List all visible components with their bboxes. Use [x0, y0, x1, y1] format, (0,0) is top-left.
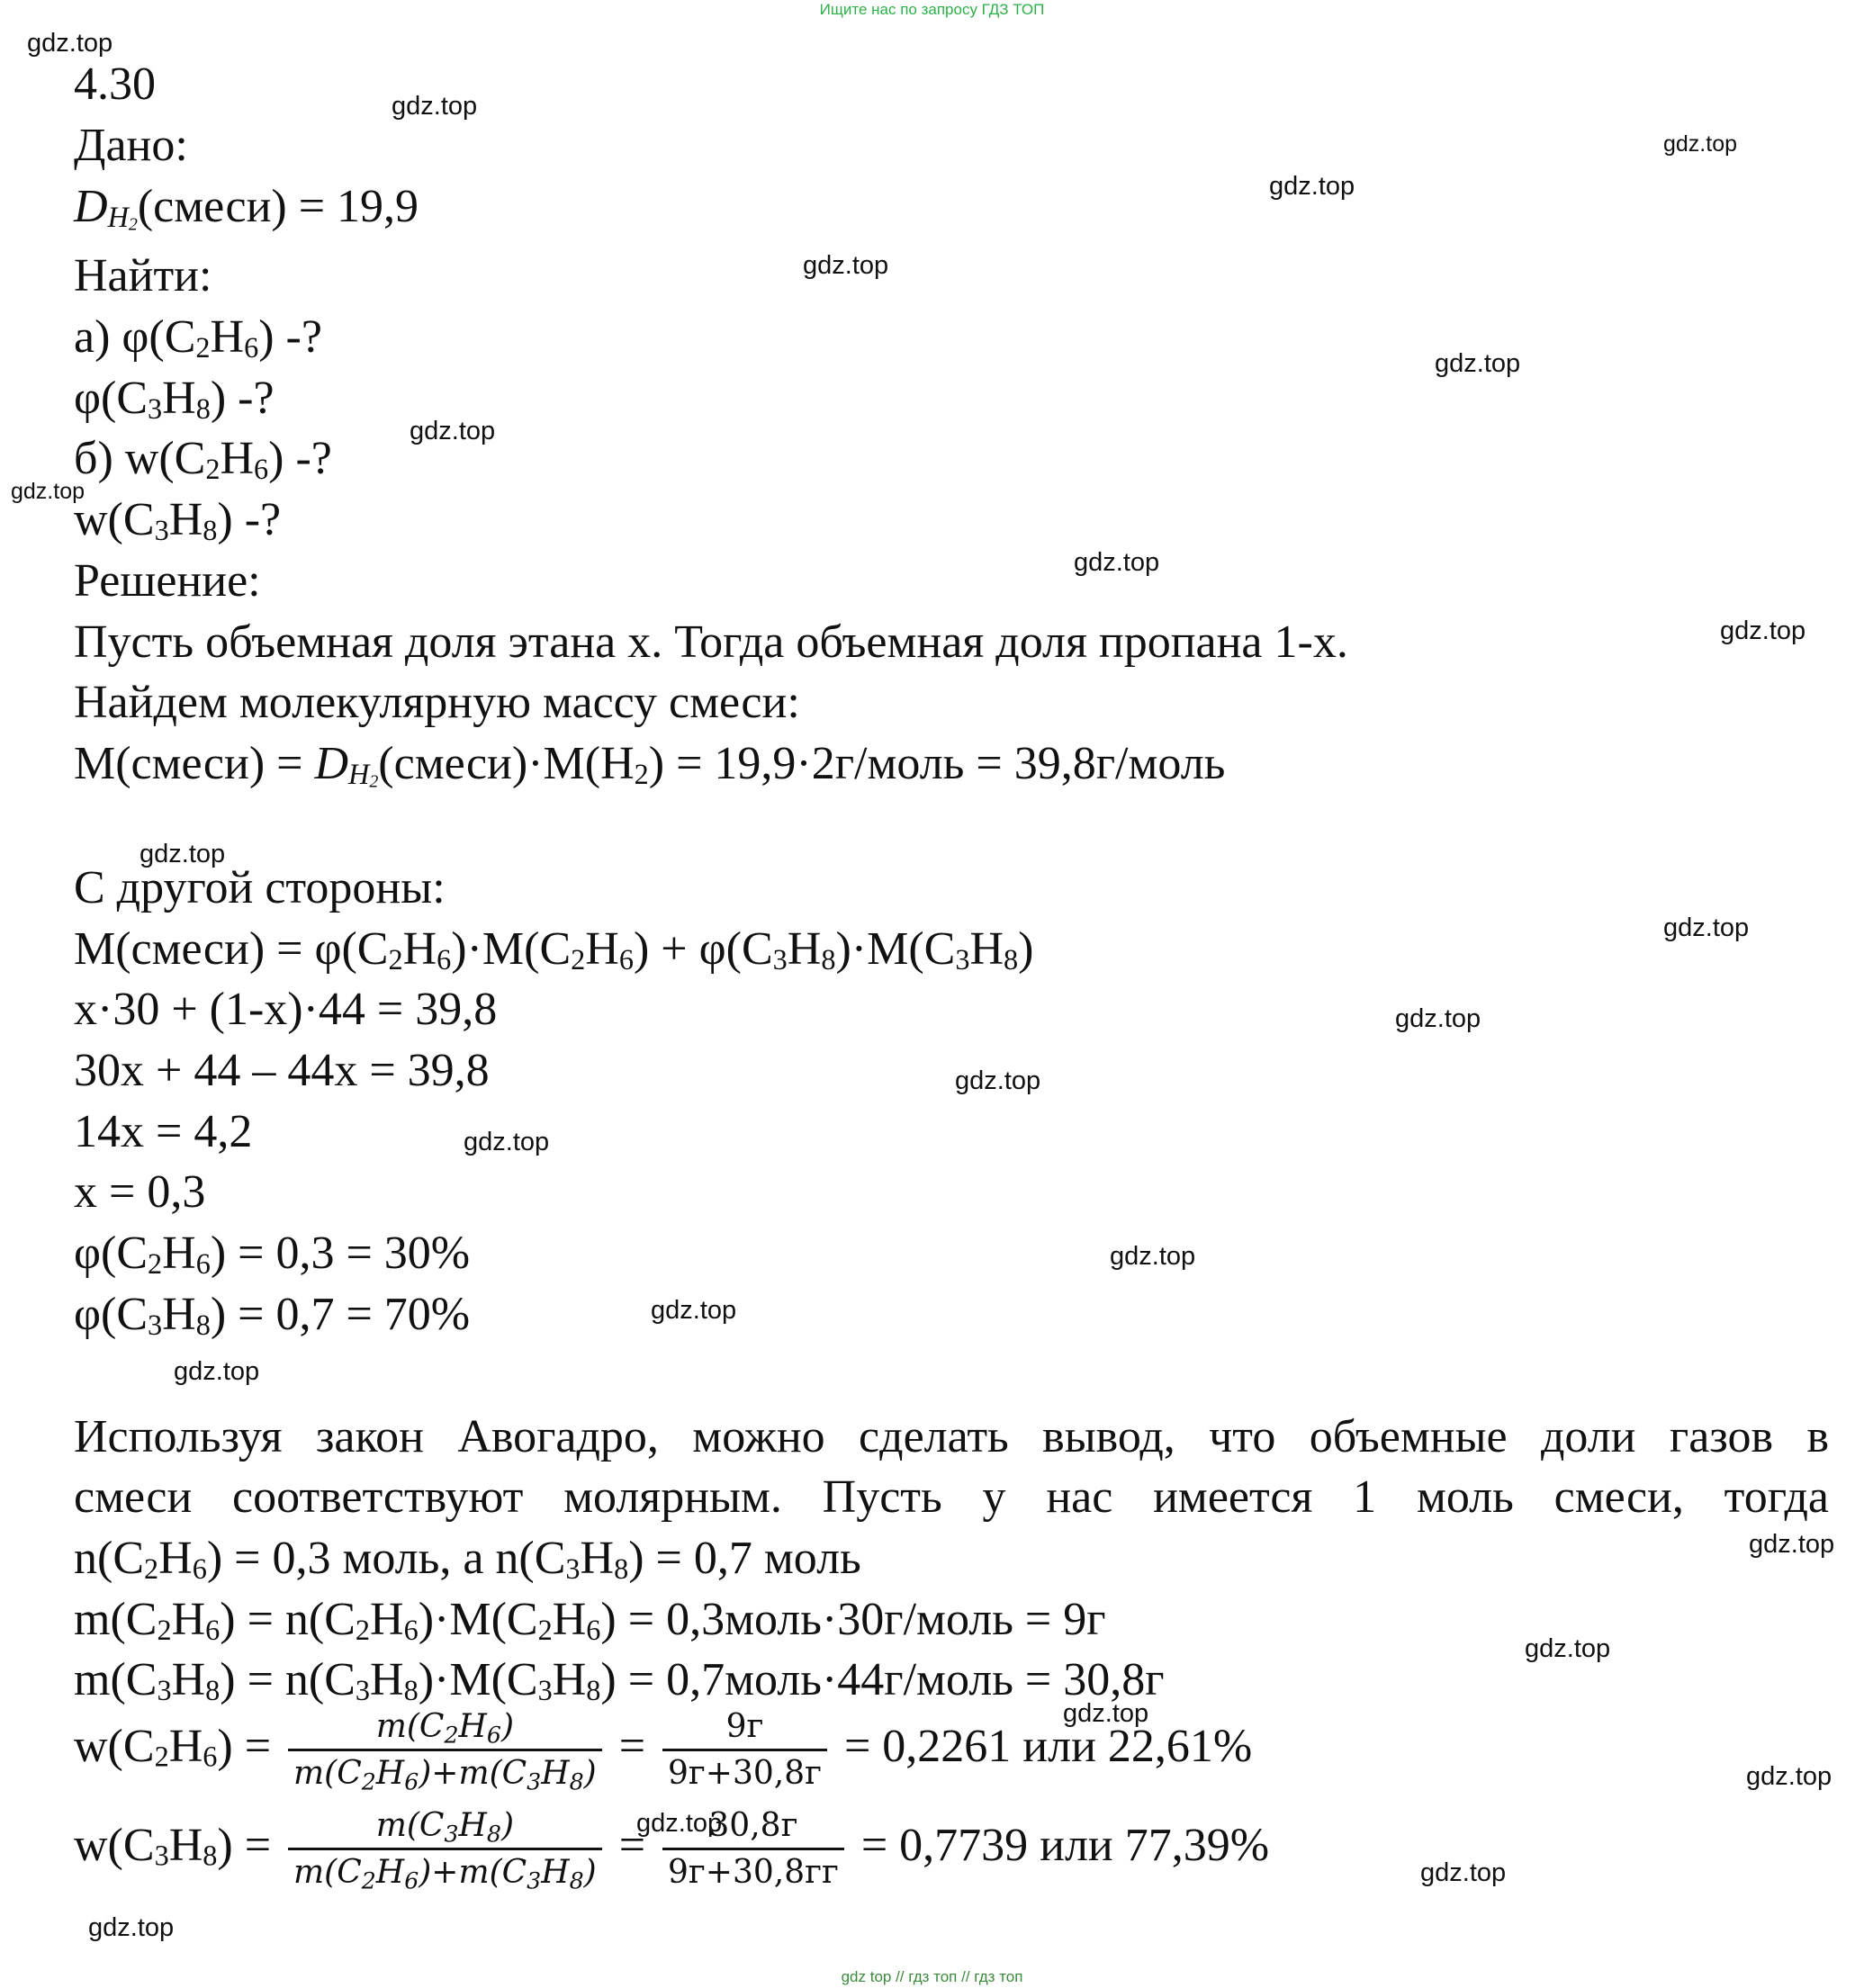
- f1-num-h: H: [458, 1708, 487, 1745]
- m1-s3: 2: [355, 1613, 371, 1646]
- find-b2-prefix: w(C: [74, 494, 155, 545]
- density-symbol: D: [74, 181, 108, 232]
- watermark: gdz.top: [651, 1296, 737, 1325]
- m2-h1: H: [171, 1654, 206, 1705]
- f2-den-s1: 2: [361, 1867, 376, 1894]
- m1-h2: H: [370, 1594, 404, 1645]
- f2-den-b: )+m(C: [419, 1854, 527, 1892]
- mf-s6: 8: [821, 942, 836, 976]
- m1-c: )·M(C: [418, 1594, 538, 1645]
- f2-den-close: ): [583, 1854, 597, 1892]
- w2-equals: =: [607, 1819, 658, 1871]
- mf-s4: 6: [618, 942, 634, 976]
- mass-ethane: [74, 1594, 1106, 1646]
- mf-s2: 6: [437, 942, 452, 976]
- f1-num-close: ): [500, 1708, 514, 1745]
- f1-den-h2: H: [541, 1755, 570, 1793]
- n-h1: H: [158, 1533, 193, 1584]
- find-b2-n1: 3: [154, 513, 169, 546]
- f1-den-b: )+m(C: [419, 1755, 527, 1793]
- w1-s1: 2: [154, 1740, 169, 1773]
- m2-c: )·M(C: [418, 1654, 538, 1705]
- fraction-w2-values: [662, 1807, 844, 1892]
- w1-s2: 6: [203, 1740, 218, 1773]
- find-b2: [74, 494, 282, 546]
- mf-a: M(смеси) = φ(C: [74, 923, 389, 975]
- top-banner[interactable]: Ищите нас по запросу ГДЗ ТОП: [819, 1, 1045, 18]
- m2-h2: H: [370, 1654, 404, 1705]
- f2-val-num: 30,8г: [662, 1807, 844, 1850]
- find-b-suffix: ) -?: [268, 433, 332, 484]
- watermark: gdz.top: [27, 29, 113, 58]
- mm-density-sub2: 2: [369, 771, 379, 792]
- f2-den-s3: 3: [527, 1867, 542, 1894]
- find-a-n1: 2: [195, 330, 211, 364]
- mf-s7: 3: [955, 942, 970, 976]
- watermark: gdz.top: [1074, 548, 1160, 577]
- m2-s1: 3: [157, 1673, 172, 1706]
- equation-2: 30x + 44 – 44x = 39,8: [74, 1045, 490, 1096]
- m1-s1: 2: [157, 1613, 172, 1646]
- f1-den-s4: 8: [569, 1768, 584, 1795]
- mm-start: M(смеси) =: [74, 738, 315, 789]
- find-a: [74, 311, 322, 364]
- m2-a: m(C: [74, 1654, 158, 1705]
- find-b-mid: H: [220, 433, 255, 484]
- f1-den-a: m(C: [293, 1755, 362, 1793]
- f2-den-s2: 6: [404, 1867, 419, 1894]
- find-b: [74, 433, 332, 485]
- w-ethane: [74, 1708, 1252, 1793]
- phi1-tail: ) = 0,3 = 30%: [210, 1228, 471, 1279]
- watermark: gdz.top: [88, 1913, 175, 1942]
- n-a: n(C: [74, 1533, 144, 1584]
- watermark: gdz.top: [410, 417, 496, 445]
- find-label: Найти:: [74, 250, 212, 301]
- mf-s5: 3: [772, 942, 788, 976]
- watermark: gdz.top: [1063, 1699, 1149, 1728]
- find-a-mid: H: [210, 311, 245, 363]
- f2-num-s1: 3: [444, 1821, 459, 1848]
- solution-line1: Пусть объемная доля этана x. Тогда объемная доля пропана 1-x.: [74, 616, 1348, 668]
- mf-h4: H: [969, 923, 1004, 975]
- w2-h: H: [168, 1819, 203, 1871]
- m2-b: ) = n(C: [220, 1654, 356, 1705]
- moles-line: [74, 1533, 861, 1585]
- watermark: gdz.top: [1720, 616, 1806, 645]
- mixture-formula: [74, 923, 1034, 976]
- n-h2: H: [580, 1533, 615, 1584]
- mm-end: (смеси)·M(H: [378, 738, 635, 789]
- watermark: gdz.top: [392, 92, 478, 121]
- molar-mass-line: [74, 738, 1226, 792]
- mm-density-sub: H: [348, 757, 370, 790]
- other-side: С другой стороны:: [74, 862, 446, 913]
- density-value: (смеси) = 19,9: [137, 181, 419, 232]
- m1-a: m(C: [74, 1594, 158, 1645]
- problem-number: 4.30: [74, 58, 156, 110]
- f2-val-den: 9г+30,8гг: [668, 1854, 839, 1892]
- solution-line2: Найдем молекулярную массу смеси:: [74, 677, 800, 728]
- m2-s2: 8: [205, 1673, 221, 1706]
- find-b2-n2: 8: [203, 513, 218, 546]
- equation-3: 14x = 4,2: [74, 1106, 253, 1157]
- f2-den-s4: 8: [569, 1867, 584, 1894]
- watermark: gdz.top: [1110, 1242, 1196, 1271]
- n-s1: 2: [144, 1552, 159, 1585]
- n-s3: 3: [565, 1552, 581, 1585]
- mf-d: )·M(C: [835, 923, 956, 975]
- watermark: gdz.top: [955, 1066, 1041, 1095]
- watermark: gdz.top: [1663, 913, 1750, 942]
- equation-1: x·30 + (1-x)·44 = 39,8: [74, 984, 498, 1035]
- fraction-w1-formula: [288, 1708, 602, 1793]
- w1-close: ) =: [217, 1720, 284, 1772]
- solution-label: Решение:: [74, 555, 261, 607]
- find-b2-mid: H: [168, 494, 203, 545]
- watermark: gdz.top: [1749, 1530, 1835, 1559]
- find-a-suffix: ) -?: [258, 311, 322, 363]
- m1-d: ) = 0,3моль·30г/моль = 9г: [600, 1594, 1106, 1645]
- n-s2: 6: [192, 1552, 207, 1585]
- density-sub2: 2: [128, 214, 138, 235]
- w2-s1: 3: [154, 1839, 169, 1872]
- m1-s2: 6: [205, 1613, 221, 1646]
- m2-s3: 3: [355, 1673, 371, 1706]
- find-a-prefix: а) φ(C: [74, 311, 196, 363]
- phi-propane: [74, 1289, 471, 1341]
- fraction-w1-values: [662, 1708, 827, 1793]
- phi2-s2: 8: [195, 1308, 211, 1341]
- watermark: gdz.top: [174, 1357, 260, 1386]
- n-c: ) = 0,7 моль: [628, 1533, 861, 1584]
- m2-s4: 8: [403, 1673, 419, 1706]
- f1-den-h1: H: [375, 1755, 405, 1793]
- given-label: Дано:: [74, 120, 188, 171]
- watermark: gdz.top: [140, 840, 226, 868]
- find-b-prefix: б) w(C: [74, 433, 206, 484]
- bottom-banner[interactable]: gdz top // гдз топ // гдз топ: [841, 1968, 1023, 1985]
- mf-b: )·M(C: [451, 923, 572, 975]
- phi2-s1: 3: [148, 1308, 163, 1341]
- watermark: gdz.top: [1663, 131, 1738, 157]
- m2-s5: 3: [537, 1673, 553, 1706]
- phi2-prefix: φ(C: [74, 1289, 149, 1340]
- mf-h3: H: [787, 923, 822, 975]
- phi1-s2: 6: [195, 1246, 211, 1280]
- m1-s5: 2: [537, 1613, 553, 1646]
- f2-den-h2: H: [541, 1854, 570, 1892]
- find-a2-n1: 3: [148, 391, 163, 425]
- w2-result: = 0,7739 или 77,39%: [849, 1819, 1270, 1871]
- watermark: gdz.top: [1420, 1858, 1507, 1887]
- avogadro-para-line2: смеси соответствуют молярным. Пусть у нас имеется 1 моль смеси, тогда: [74, 1471, 1829, 1523]
- phi1-h: H: [162, 1228, 196, 1279]
- phi2-tail: ) = 0,7 = 70%: [210, 1289, 471, 1340]
- f1-val-den: 9г+30,8г: [668, 1755, 822, 1793]
- n-b: ) = 0,3 моль, а n(C: [206, 1533, 566, 1584]
- phi1-s1: 2: [148, 1246, 163, 1280]
- mf-s3: 2: [571, 942, 586, 976]
- density-sub: H: [107, 200, 129, 233]
- phi1-prefix: φ(C: [74, 1228, 149, 1279]
- m1-s4: 6: [403, 1613, 419, 1646]
- f1-num-a: m(C: [375, 1708, 445, 1745]
- mf-h2: H: [585, 923, 619, 975]
- m1-h1: H: [171, 1594, 206, 1645]
- find-b2-suffix: ) -?: [217, 494, 282, 545]
- m2-s6: 8: [586, 1673, 601, 1706]
- watermark: gdz.top: [1395, 1004, 1481, 1033]
- mf-s1: 2: [388, 942, 403, 976]
- w2-s2: 8: [203, 1839, 218, 1872]
- mm-tail: ) = 19,9·2г/моль = 39,8г/моль: [648, 738, 1226, 789]
- mf-c: ) + φ(C: [633, 923, 773, 975]
- w1-lhs: w(C: [74, 1720, 155, 1772]
- find-a2-n2: 8: [195, 391, 211, 425]
- find-a2-mid: H: [162, 373, 196, 424]
- mass-propane: [74, 1654, 1165, 1706]
- w1-result: = 0,2261 или 22,61%: [832, 1720, 1253, 1772]
- equation-4: x = 0,3: [74, 1166, 206, 1218]
- phi2-h: H: [162, 1289, 196, 1340]
- f2-num-a: m(C: [375, 1807, 445, 1844]
- mf-close: ): [1018, 923, 1034, 975]
- find-a2-prefix: φ(C: [74, 373, 149, 424]
- w-propane: [74, 1807, 1269, 1892]
- f1-den-close: ): [583, 1755, 597, 1793]
- f1-den-s1: 2: [361, 1768, 376, 1795]
- watermark: gdz.top: [636, 1809, 723, 1838]
- f2-num-close: ): [500, 1807, 514, 1844]
- f1-den-s2: 6: [404, 1768, 419, 1795]
- m2-d: ) = 0,7моль·44г/моль = 30,8г: [600, 1654, 1165, 1705]
- f1-num-s2: 6: [486, 1722, 501, 1749]
- mf-h1: H: [402, 923, 437, 975]
- f2-den-h1: H: [375, 1854, 405, 1892]
- watermark: gdz.top: [1525, 1634, 1611, 1663]
- find-b-n1: 2: [205, 452, 221, 485]
- watermark: gdz.top: [11, 479, 86, 504]
- w1-h: H: [168, 1720, 203, 1772]
- phi-ethane: [74, 1228, 471, 1280]
- watermark: gdz.top: [1435, 349, 1521, 378]
- m1-h3: H: [552, 1594, 587, 1645]
- f2-den-a: m(C: [293, 1854, 362, 1892]
- avogadro-para-line1: Используя закон Авогадро, можно сделать вывод, что объемные доли газов в: [74, 1411, 1829, 1462]
- w2-lhs: w(C: [74, 1819, 155, 1871]
- find-a-n2: 6: [244, 330, 259, 364]
- n-s4: 8: [614, 1552, 629, 1585]
- mf-s8: 8: [1004, 942, 1019, 976]
- find-b-n2: 6: [254, 452, 269, 485]
- w2-close: ) =: [217, 1819, 284, 1871]
- m2-h3: H: [552, 1654, 587, 1705]
- fraction-w2-formula: [288, 1807, 602, 1892]
- given-density: [74, 181, 419, 235]
- watermark: gdz.top: [464, 1128, 550, 1156]
- m1-b: ) = n(C: [220, 1594, 356, 1645]
- watermark: gdz.top: [1746, 1762, 1832, 1791]
- f1-den-s3: 3: [527, 1768, 542, 1795]
- f2-num-s2: 8: [486, 1821, 501, 1848]
- watermark: gdz.top: [803, 251, 889, 280]
- f1-num-s1: 2: [444, 1722, 459, 1749]
- find-a2: [74, 373, 275, 425]
- f1-val-num: 9г: [662, 1708, 827, 1751]
- mm-density-symbol: D: [314, 738, 349, 789]
- find-a2-suffix: ) -?: [210, 373, 275, 424]
- m1-s6: 6: [586, 1613, 601, 1646]
- f2-num-h: H: [458, 1807, 487, 1844]
- watermark: gdz.top: [1269, 172, 1355, 201]
- w1-equals: =: [607, 1720, 658, 1772]
- mm-h2-sub: 2: [634, 757, 649, 790]
